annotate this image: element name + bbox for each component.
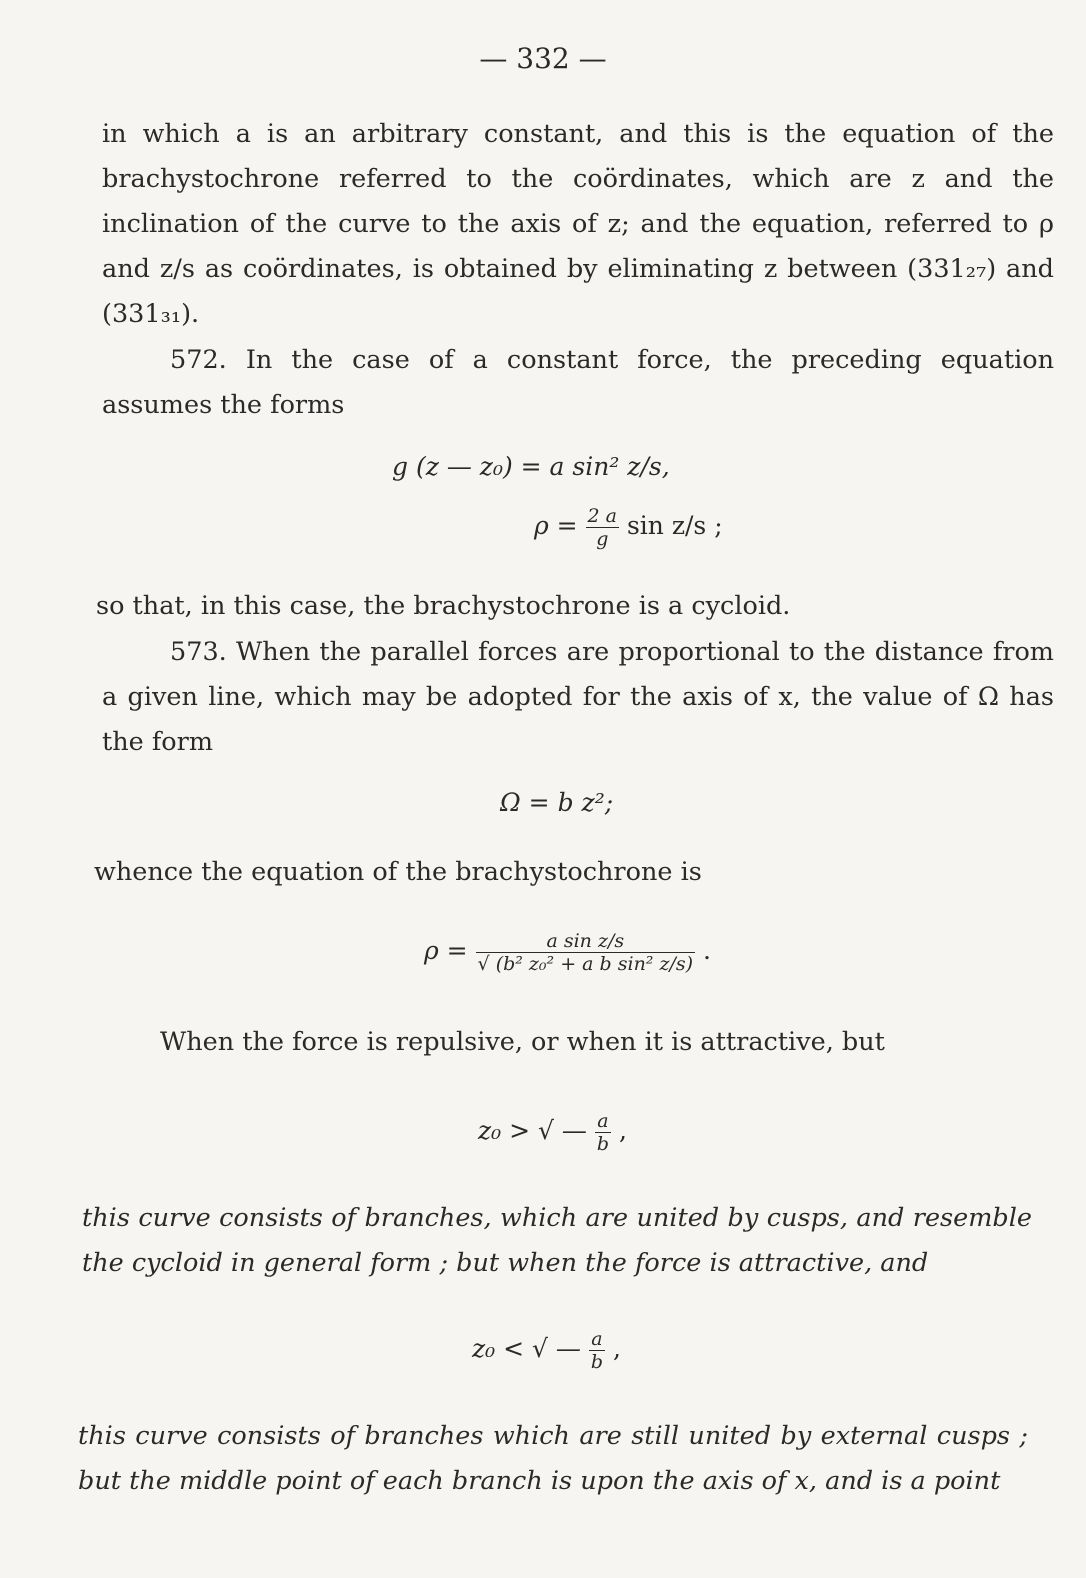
- paragraph-3: so that, in this case, the brachystochrone is a cycloid.: [96, 591, 791, 621]
- equation-4-end: .: [703, 936, 711, 965]
- equation-4-fraction: [476, 930, 696, 975]
- paragraph-5: whence the equation of the brachystochrone is: [94, 857, 702, 887]
- equation-2-lhs: ρ =: [534, 511, 578, 540]
- equation-3: [0, 788, 1086, 817]
- paragraph-1: in which a is an arbitrary constant, and this is the equation of the brachystochrone referred to the coördinates, which are z and the inclination of the curve to the axis of z; and the equation, referred to ρ and z/s as coördinates, is obtained by eliminating z between (331₂₇) and (331₃₁).: [102, 119, 1054, 329]
- equation-5-numerator: a: [597, 1110, 609, 1132]
- equation-5-fraction: [595, 1110, 611, 1155]
- equation-2-denominator: g: [586, 527, 619, 550]
- equation-2: [0, 505, 1086, 550]
- equation-6-end: ,: [613, 1334, 621, 1363]
- equation-1: [0, 452, 1086, 481]
- page-number: — 332 —: [479, 42, 607, 75]
- equation-6-numerator: a: [591, 1328, 603, 1350]
- equation-6-lhs: z₀ < √ —: [472, 1334, 581, 1363]
- equation-6-fraction: [589, 1328, 605, 1373]
- equation-2-fraction: [586, 505, 619, 550]
- equation-1-text: g (z — z₀) = a sin² z/s,: [392, 452, 670, 481]
- equation-5-end: ,: [619, 1116, 627, 1145]
- equation-2-numerator: 2 a: [587, 505, 618, 527]
- equation-5-lhs: z₀ > √ —: [478, 1116, 587, 1145]
- equation-2-rhs: sin z/s ;: [626, 511, 723, 540]
- paragraph-6: When the force is repulsive, or when it is attractive, but: [160, 1027, 885, 1057]
- equation-6-denominator: b: [590, 1351, 604, 1373]
- equation-4: [0, 930, 1086, 975]
- paragraph-7: this curve consists of branches, which are united by cusps, and resemble the cycloid in general form ; but when the force is attractive, and: [82, 1203, 1032, 1278]
- paragraph-573: 573. When the parallel forces are proportional to the distance from a given line, which may be adopted for the axis of x, the value of Ω has the form: [102, 637, 1054, 757]
- equation-5-denominator: b: [596, 1133, 610, 1155]
- paragraph-572: 572. In the case of a constant force, the preceding equation assumes the forms: [102, 345, 1054, 420]
- equation-6: [0, 1328, 1086, 1373]
- equation-4-numerator: a sin z/s: [546, 930, 625, 952]
- equation-5: [0, 1110, 1086, 1155]
- equation-3-text: Ω = b z²;: [500, 788, 614, 817]
- equation-4-lhs: ρ =: [424, 936, 468, 965]
- equation-4-denominator: √ (b² z₀² + a b sin² z/s): [477, 953, 694, 975]
- paragraph-8: this curve consists of branches which are still united by external cusps ; but the middle point of each branch is upon the axis of x, and is a point: [78, 1421, 1028, 1496]
